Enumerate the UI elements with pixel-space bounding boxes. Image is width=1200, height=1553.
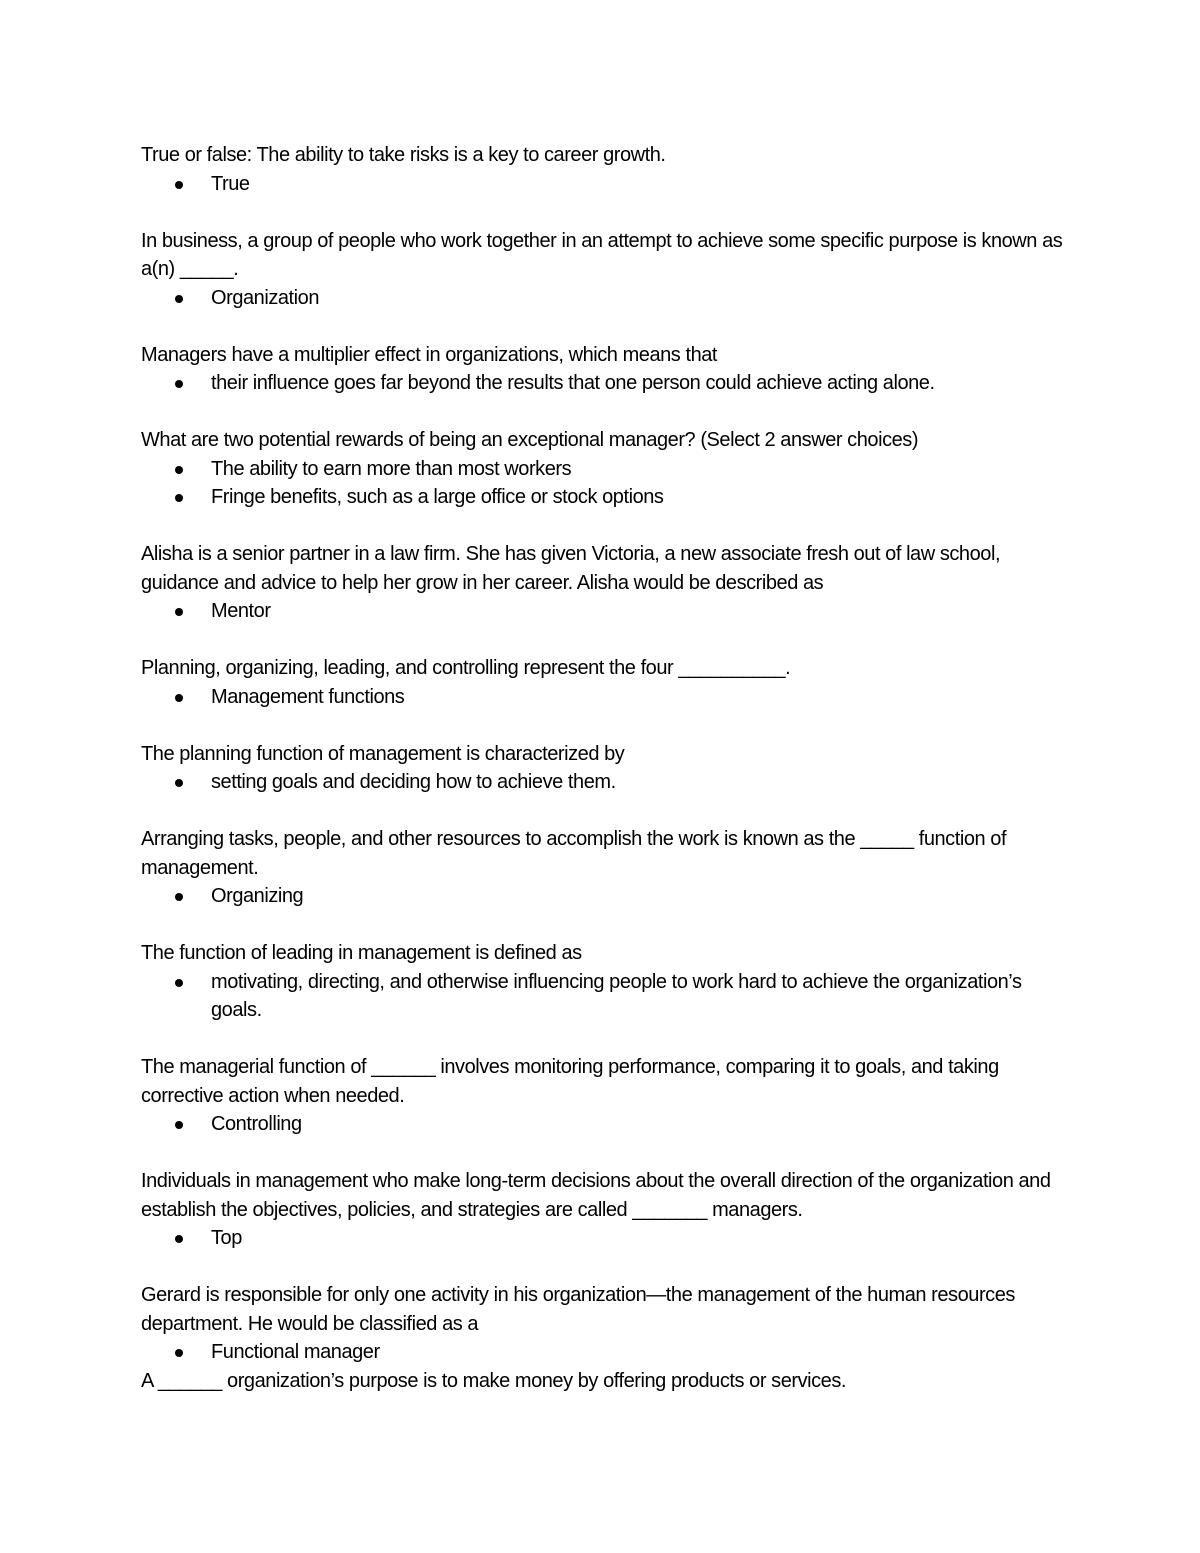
answer-item: [141, 1338, 1071, 1367]
bullet-icon: [175, 1349, 183, 1357]
question-text: The function of leading in management is defined as: [141, 942, 582, 964]
question-text: Managers have a multiplier effect in organizations, which means that: [141, 343, 718, 366]
answer-item: [141, 369, 1071, 398]
answer-list: [141, 284, 1071, 313]
answer-text: Fringe benefits, such as a large office or stock options: [211, 486, 664, 508]
question-block: [141, 939, 1071, 1025]
bullet-icon: [175, 466, 183, 474]
answer-item: [141, 768, 1071, 797]
bullet-icon: [175, 608, 183, 616]
answer-item: [141, 483, 1071, 512]
bullet-icon: [175, 694, 183, 702]
bullet-icon: [175, 295, 183, 303]
answer-list: [141, 597, 1071, 626]
answer-item: [141, 284, 1071, 313]
answer-item: [141, 968, 1071, 1025]
answer-text: Mentor: [211, 600, 271, 622]
answer-list: [141, 882, 1071, 911]
answer-text: The ability to earn more than most workers: [211, 457, 572, 480]
bullet-icon: [175, 893, 183, 901]
question-text: What are two potential rewards of being an exceptional manager? (Select 2 answer choices): [141, 429, 919, 451]
bullet-icon: [175, 1121, 183, 1129]
answer-text: setting goals and deciding how to achieve them.: [211, 771, 616, 793]
answer-text: Top: [211, 1227, 242, 1249]
answer-text: True: [211, 172, 250, 195]
question-block: [141, 1167, 1071, 1253]
question-block: [141, 540, 1071, 626]
bullet-icon: [175, 380, 183, 388]
answer-text: motivating, directing, and otherwise influencing people to work hard to achieve the organization’s goals.: [211, 970, 1022, 1021]
answer-item: [141, 455, 1071, 484]
answer-item: [141, 1224, 1071, 1253]
answer-item: [141, 597, 1071, 626]
question-text: True or false: The ability to take risks is a key to career growth.: [141, 144, 666, 166]
question-block: [141, 1281, 1071, 1367]
question-block: [141, 426, 1071, 512]
question-text: A ______ organization’s purpose is to make money by offering products or services.: [141, 1369, 847, 1392]
question-text: Alisha is a senior partner in a law firm. She has given Victoria, a new associate fresh out of law school, guidance and advice to help her grow in her career. Alisha would be described as: [141, 543, 1001, 594]
bullet-icon: [175, 494, 183, 502]
answer-text: Controlling: [211, 1113, 302, 1135]
document-body: [141, 141, 1071, 1424]
answer-list: [141, 1224, 1071, 1253]
question-text: In business, a group of people who work together in an attempt to achieve some specific purpose is known as a(n) _____.: [141, 229, 1063, 280]
question-text: The managerial function of ______ involves monitoring performance, comparing it to goals, and taking corrective action when needed.: [141, 1056, 999, 1107]
answer-item: [141, 683, 1071, 712]
question-block: [141, 1053, 1071, 1139]
answer-list: [141, 369, 1071, 398]
answer-list: [141, 170, 1071, 199]
question-block: [141, 141, 1071, 198]
question-text: The planning function of management is characterized by: [141, 742, 625, 765]
question-block: [141, 654, 1071, 711]
question-text: Individuals in management who make long-term decisions about the overall direction of the organization and establish the objectives, policies, and strategies are called _______ managers.: [141, 1170, 1051, 1221]
answer-list: [141, 768, 1071, 797]
bullet-icon: [175, 979, 183, 987]
question-block: [141, 227, 1071, 313]
question-text: Arranging tasks, people, and other resources to accomplish the work is known as the _____ function of management.: [141, 828, 1007, 879]
question-text: Planning, organizing, leading, and controlling represent the four __________.: [141, 657, 791, 679]
answer-text: Management functions: [211, 685, 405, 708]
answer-list: [141, 1110, 1071, 1139]
answer-text: their influence goes far beyond the results that one person could achieve acting alone.: [211, 372, 935, 394]
answer-list: [141, 683, 1071, 712]
answer-text: Organization: [211, 286, 319, 309]
bullet-icon: [175, 1235, 183, 1243]
answer-list: [141, 1338, 1071, 1367]
bullet-icon: [175, 779, 183, 787]
answer-text: Functional manager: [211, 1341, 380, 1363]
question-block: [141, 1367, 1071, 1396]
question-block: [141, 341, 1071, 398]
answer-list: [141, 968, 1071, 1025]
question-block: [141, 825, 1071, 911]
answer-item: [141, 170, 1071, 199]
answer-list: [141, 455, 1071, 512]
answer-text: Organizing: [211, 885, 304, 907]
question-block: [141, 740, 1071, 797]
answer-item: [141, 882, 1071, 911]
bullet-icon: [175, 181, 183, 189]
answer-item: [141, 1110, 1071, 1139]
question-text: Gerard is responsible for only one activity in his organization—the management of the human resources department. He would be classified as a: [141, 1284, 1015, 1335]
